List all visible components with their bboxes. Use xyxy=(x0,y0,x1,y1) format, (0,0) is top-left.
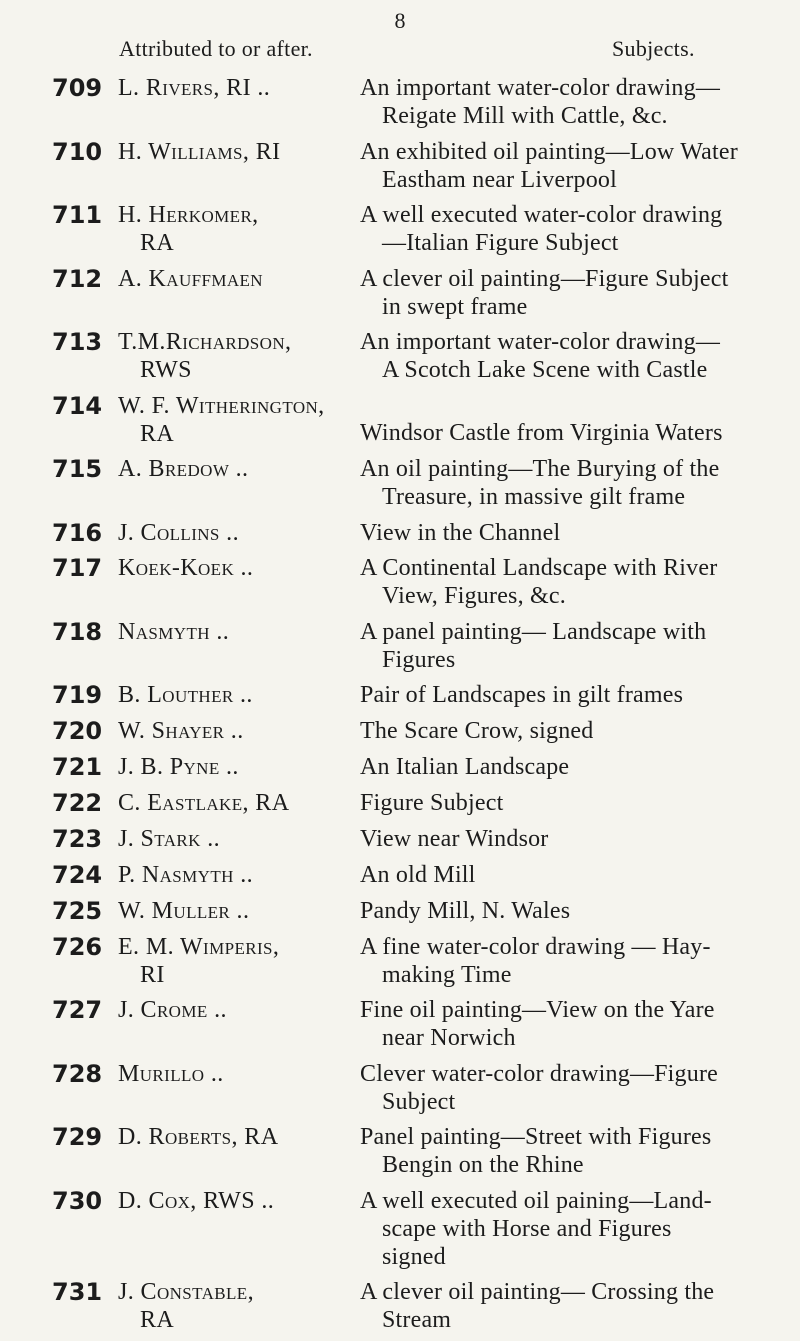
artist-line: E. M. Wimperis, xyxy=(118,933,280,960)
subject-line: View, Figures, &c. xyxy=(382,583,566,610)
lot-artist xyxy=(118,74,353,102)
artist-line: RA xyxy=(140,1306,175,1333)
lot-row xyxy=(0,717,800,753)
lot-subject xyxy=(360,1123,790,1179)
lot-number: 723 xyxy=(52,824,103,853)
artist-line: W. F. Witherington, xyxy=(118,392,325,419)
lot-number: 722 xyxy=(52,789,103,818)
lot-subject xyxy=(360,996,790,1052)
lot-subject xyxy=(360,897,790,925)
lot-subject xyxy=(360,861,790,889)
lot-row xyxy=(0,996,800,1060)
artist-line: A. Bredow .. xyxy=(118,456,249,482)
lot-subject xyxy=(360,825,790,853)
lot-row xyxy=(0,201,800,265)
lot-number: 721 xyxy=(52,753,103,782)
lot-subject xyxy=(360,455,790,511)
lot-artist xyxy=(118,933,353,989)
lot-row xyxy=(0,753,800,789)
lot-artist xyxy=(118,554,353,582)
lot-number: 710 xyxy=(52,137,103,166)
lot-artist xyxy=(118,681,353,709)
subject-line xyxy=(360,392,790,420)
lot-row xyxy=(0,1060,800,1124)
lot-row xyxy=(0,618,800,682)
artist-line: RA xyxy=(140,420,175,447)
lot-subject xyxy=(360,717,790,745)
subject-line: Pandy Mill, N. Wales xyxy=(360,897,571,924)
lot-number: 729 xyxy=(52,1123,103,1152)
lot-row xyxy=(0,392,800,456)
lot-row xyxy=(0,681,800,717)
artist-line: W. Muller .. xyxy=(118,897,250,924)
lot-row xyxy=(0,554,800,618)
subject-line: Treasure, in massive gilt frame xyxy=(382,484,686,510)
subject-line: in swept frame xyxy=(382,293,528,320)
lot-subject xyxy=(360,74,790,130)
lot-subject xyxy=(360,265,790,321)
subject-line: View near Windsor xyxy=(360,825,549,852)
subject-line: A well executed water-color drawing xyxy=(360,202,723,228)
artist-line: W. Shayer .. xyxy=(118,718,244,745)
lot-artist xyxy=(118,618,353,646)
lot-number: 714 xyxy=(52,391,103,420)
lot-number: 711 xyxy=(52,201,103,229)
lot-artist xyxy=(118,717,353,745)
lot-row xyxy=(0,861,800,897)
lot-number: 715 xyxy=(52,455,103,483)
attributed-header: Attributed to or after. xyxy=(119,36,313,61)
lot-subject xyxy=(360,328,790,384)
subject-line: Stream xyxy=(382,1306,452,1333)
lot-number: 720 xyxy=(52,717,103,746)
subject-line: An important water-color drawing— xyxy=(360,329,721,355)
lot-number: 724 xyxy=(52,860,103,889)
subject-line: The Scare Crow, signed xyxy=(360,718,594,745)
subject-line: An Italian Landscape xyxy=(360,754,570,781)
lot-row xyxy=(0,519,800,555)
lot-number: 716 xyxy=(52,518,103,547)
artist-line: L. Rivers, RI .. xyxy=(118,75,271,101)
lot-row xyxy=(0,74,800,138)
subject-line: A Continental Landscape with River xyxy=(360,555,718,582)
artist-line: RI xyxy=(140,961,165,988)
subject-line: A panel painting— Landscape with xyxy=(360,618,707,645)
lot-row xyxy=(0,789,800,825)
subject-line: A fine water-color drawing — Hay- xyxy=(360,933,711,960)
artist-line: H. Herkomer, xyxy=(118,202,259,228)
subjects-header: Subjects. xyxy=(612,36,695,61)
lot-subject xyxy=(360,138,790,194)
lot-subject xyxy=(360,681,790,709)
subject-line: making Time xyxy=(382,961,512,988)
lot-row xyxy=(0,897,800,933)
subject-line: An old Mill xyxy=(360,861,476,888)
lot-number: 730 xyxy=(52,1186,103,1215)
lot-subject xyxy=(360,933,790,989)
subject-line: —Italian Figure Subject xyxy=(382,230,619,256)
subject-line: Fine oil painting—View on the Yare xyxy=(360,997,715,1024)
artist-line: T.M.Richardson, xyxy=(118,329,292,355)
lot-number: 717 xyxy=(52,554,103,583)
subject-line: A Scotch Lake Scene with Castle xyxy=(382,357,708,383)
subject-line: near Norwich xyxy=(382,1025,516,1052)
lot-subject xyxy=(360,201,790,257)
lot-number: 727 xyxy=(52,996,103,1025)
lot-number: 731 xyxy=(52,1277,103,1306)
subject-line: Clever water-color drawing—Figure xyxy=(360,1060,718,1087)
artist-line: J. Collins .. xyxy=(118,519,239,546)
artist-line: A. Kauffmaen xyxy=(118,265,263,292)
artist-line: RA xyxy=(140,230,175,256)
lot-row xyxy=(0,265,800,329)
lot-artist xyxy=(118,519,353,547)
page-number: 8 xyxy=(394,8,406,33)
artist-line: J. B. Pyne .. xyxy=(118,754,239,781)
subject-line: signed xyxy=(382,1243,446,1270)
artist-line: J. Crome .. xyxy=(118,997,227,1024)
lot-row xyxy=(0,1123,800,1187)
lot-number: 725 xyxy=(52,896,103,925)
subject-line: An exhibited oil painting—Low Water xyxy=(360,138,738,165)
subject-line: An important water-color drawing— xyxy=(360,75,721,101)
lot-row xyxy=(0,1187,800,1278)
lot-row xyxy=(0,1278,800,1341)
lot-subject xyxy=(360,618,790,674)
subject-line: An oil painting—The Burying of the xyxy=(360,456,720,482)
artist-line: RWS xyxy=(140,357,192,383)
lot-subject xyxy=(360,392,790,448)
lot-number: 718 xyxy=(52,617,103,646)
lot-artist xyxy=(118,328,353,384)
lot-artist xyxy=(118,789,353,817)
lot-artist xyxy=(118,996,353,1024)
lot-row xyxy=(0,328,800,392)
lot-artist xyxy=(118,825,353,853)
subject-line: A clever oil painting—Figure Subject xyxy=(360,265,729,292)
lot-artist xyxy=(118,861,353,889)
subject-line: Bengin on the Rhine xyxy=(382,1152,584,1179)
lot-artist xyxy=(118,753,353,781)
lot-artist xyxy=(118,201,353,257)
subject-line: Panel painting—Street with Figures xyxy=(360,1124,712,1151)
lot-number: 709 xyxy=(52,74,103,102)
lot-subject xyxy=(360,1187,790,1271)
subject-line: Subject xyxy=(382,1088,456,1115)
subject-line: View in the Channel xyxy=(360,519,561,546)
artist-line: Murillo .. xyxy=(118,1060,224,1087)
lot-artist xyxy=(118,897,353,925)
artist-line: C. Eastlake, RA xyxy=(118,790,290,817)
artist-line: D. Roberts, RA xyxy=(118,1124,279,1151)
subject-line: Windsor Castle from Virginia Waters xyxy=(360,420,723,447)
artist-line: Koek-Koek .. xyxy=(118,555,254,582)
lot-subject xyxy=(360,1060,790,1116)
subject-line: Pair of Landscapes in gilt frames xyxy=(360,682,684,709)
lot-number: 728 xyxy=(52,1059,103,1088)
lot-number: 719 xyxy=(52,681,103,710)
lot-artist xyxy=(118,455,353,483)
lot-artist xyxy=(118,1060,353,1088)
lot-artist xyxy=(118,392,353,448)
catalogue-list xyxy=(0,74,800,1341)
subject-line: A clever oil painting— Crossing the xyxy=(360,1278,715,1305)
lot-artist xyxy=(118,1278,353,1334)
subject-line: Eastham near Liverpool xyxy=(382,166,617,193)
lot-row xyxy=(0,933,800,997)
artist-line: P. Nasmyth .. xyxy=(118,861,254,888)
lot-subject xyxy=(360,789,790,817)
lot-artist xyxy=(118,1187,353,1215)
lot-number: 713 xyxy=(52,328,103,356)
lot-number: 712 xyxy=(52,264,103,293)
subject-line: Figure Subject xyxy=(360,790,504,817)
subject-line: scape with Horse and Figures xyxy=(382,1215,672,1242)
lot-artist xyxy=(118,265,353,293)
subject-line: Reigate Mill with Cattle, &c. xyxy=(382,103,668,129)
artist-line: D. Cox, RWS .. xyxy=(118,1187,275,1214)
lot-subject xyxy=(360,1278,790,1334)
artist-line: H. Williams, RI xyxy=(118,138,281,165)
artist-line: Nasmyth .. xyxy=(118,618,230,645)
lot-row xyxy=(0,455,800,519)
lot-row xyxy=(0,825,800,861)
lot-number: 726 xyxy=(52,932,103,961)
artist-line: B. Louther .. xyxy=(118,682,253,709)
lot-row xyxy=(0,138,800,202)
lot-subject xyxy=(360,519,790,547)
lot-artist xyxy=(118,1123,353,1151)
lot-subject xyxy=(360,753,790,781)
subject-line: Figures xyxy=(382,646,456,673)
subject-line: A well executed oil paining—Land- xyxy=(360,1187,712,1214)
lot-subject xyxy=(360,554,790,610)
artist-line: J. Constable, xyxy=(118,1278,254,1305)
artist-line: J. Stark .. xyxy=(118,825,221,852)
lot-artist xyxy=(118,138,353,166)
